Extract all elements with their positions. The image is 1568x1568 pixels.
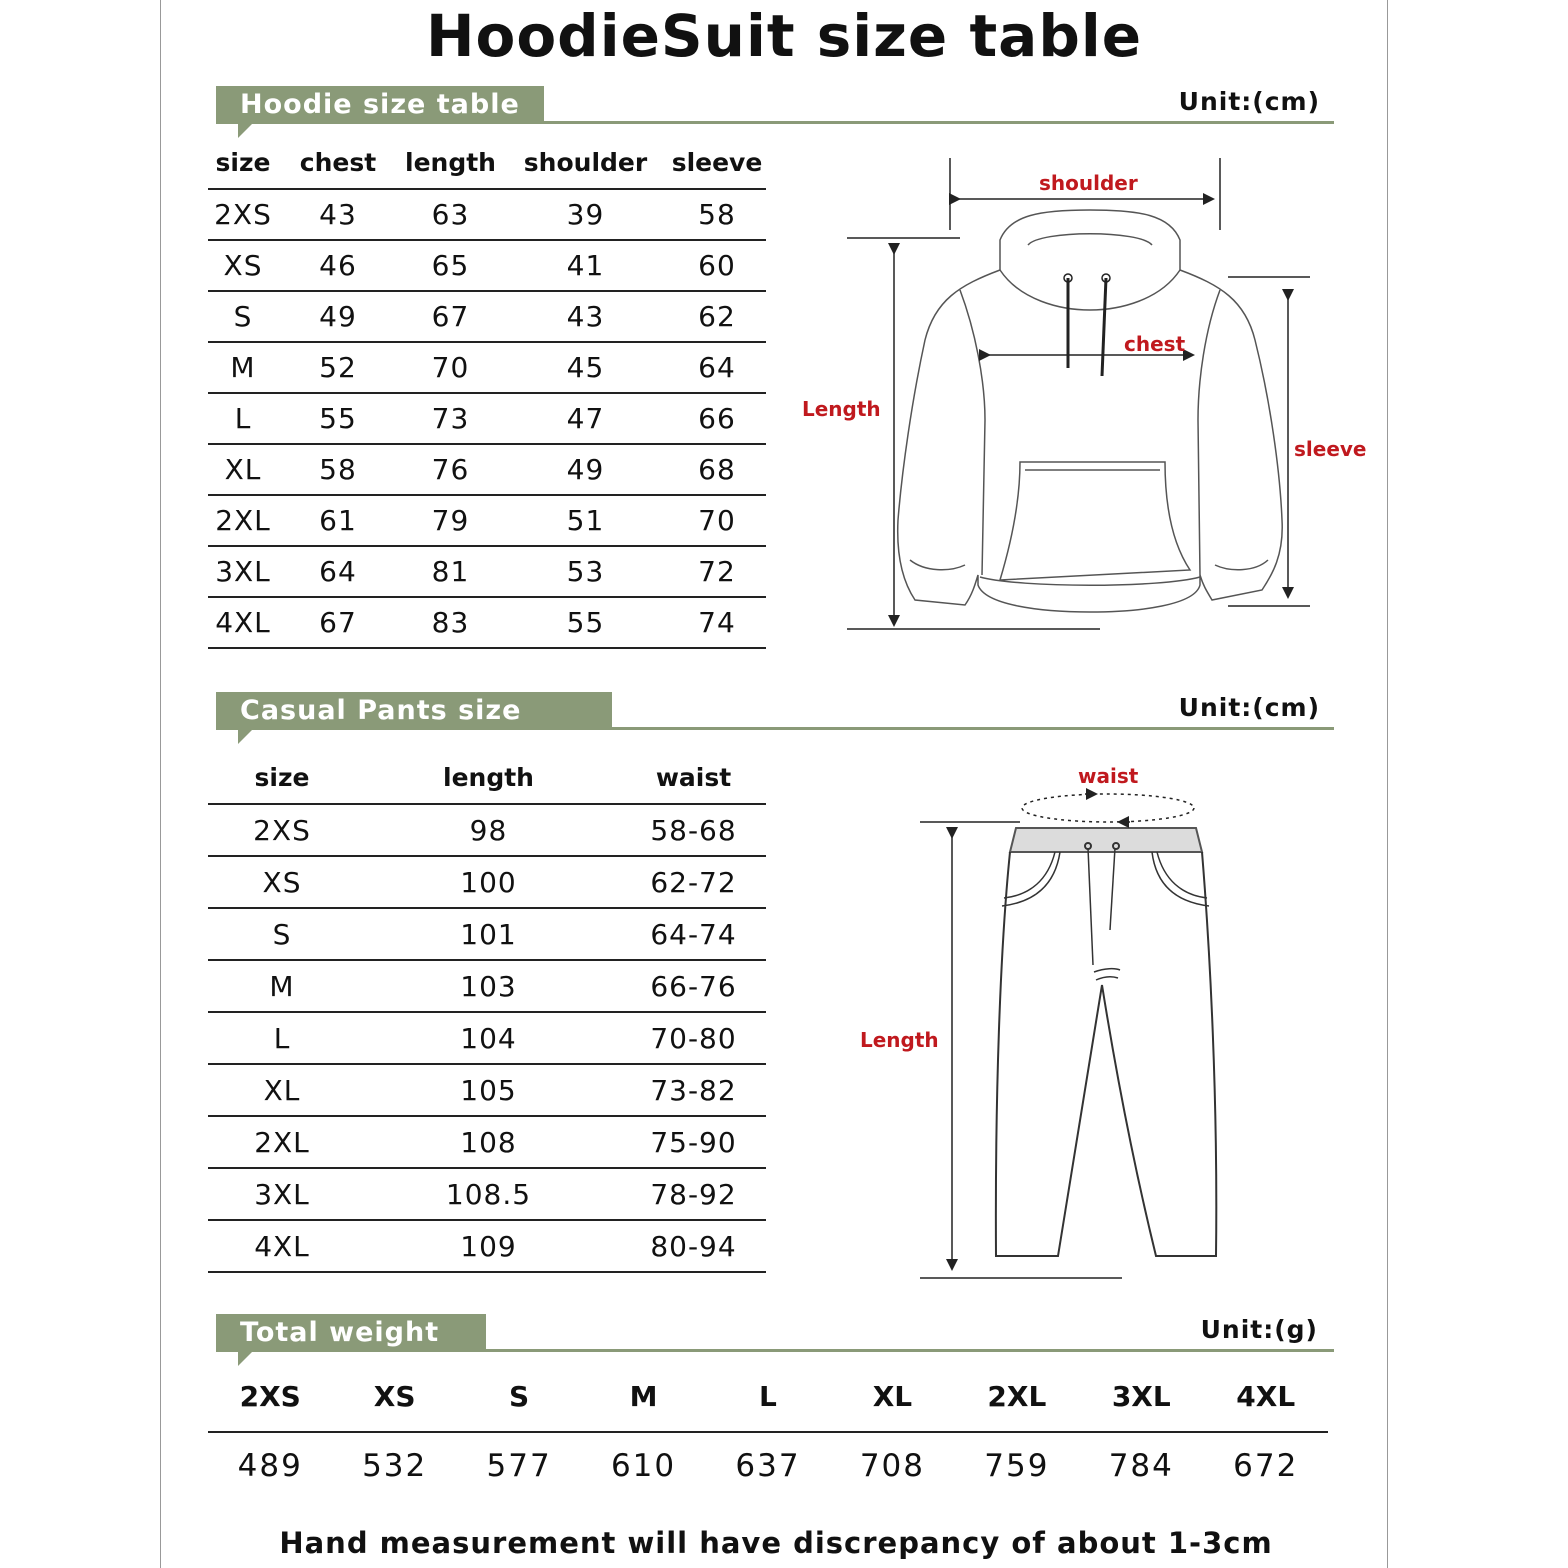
weight-size-label: M — [629, 1380, 658, 1413]
table-cell: 64 — [278, 546, 398, 597]
weight-unit: Unit:(g) — [1200, 1315, 1318, 1344]
table-cell: 66-76 — [621, 960, 766, 1012]
table-cell: 104 — [356, 1012, 621, 1064]
table-cell: 58-68 — [621, 804, 766, 856]
hoodie-section-tag: Hoodie size table — [216, 86, 544, 124]
table-cell: 58 — [278, 444, 398, 495]
weight-size-label: 2XL — [987, 1380, 1047, 1413]
table-cell: 81 — [398, 546, 503, 597]
pants-header-cell: size — [208, 751, 356, 804]
table-cell: M — [208, 960, 356, 1012]
table-cell: 70 — [398, 342, 503, 393]
table-cell: M — [208, 342, 278, 393]
table-cell: 73 — [398, 393, 503, 444]
table-cell: 109 — [356, 1220, 621, 1272]
table-cell: 70-80 — [621, 1012, 766, 1064]
table-cell: 49 — [503, 444, 668, 495]
table-cell: 55 — [503, 597, 668, 648]
table-cell: 4XL — [208, 597, 278, 648]
table-cell: XS — [208, 856, 356, 908]
table-cell: 98 — [356, 804, 621, 856]
weight-size-label: XL — [872, 1380, 913, 1413]
hoodie-measure-lines — [847, 158, 1310, 629]
pants-header-cell: waist — [621, 751, 766, 804]
pants-header-cell: length — [356, 751, 621, 804]
table-cell: 73-82 — [621, 1064, 766, 1116]
table-cell: 4XL — [208, 1220, 356, 1272]
pants-illustration — [996, 828, 1216, 1256]
pants-label-length: Length — [860, 1028, 939, 1052]
table-cell: 3XL — [208, 546, 278, 597]
weight-size-label: 2XS — [239, 1380, 301, 1413]
table-cell: 45 — [503, 342, 668, 393]
table-cell: L — [208, 1012, 356, 1064]
weight-value: 637 — [735, 1448, 801, 1484]
weight-value: 708 — [859, 1448, 925, 1484]
table-cell: 100 — [356, 856, 621, 908]
table-cell: 64-74 — [621, 908, 766, 960]
hoodie-header-cell: sleeve — [668, 136, 766, 189]
table-cell: 41 — [503, 240, 668, 291]
hoodie-label-length: Length — [802, 397, 881, 421]
table-cell: 67 — [278, 597, 398, 648]
weight-size-label: 3XL — [1111, 1380, 1171, 1413]
table-cell: S — [208, 908, 356, 960]
table-cell: 108 — [356, 1116, 621, 1168]
table-cell: 62-72 — [621, 856, 766, 908]
weight-size-label: L — [759, 1380, 777, 1413]
table-cell: 2XL — [208, 1116, 356, 1168]
weight-value: 577 — [486, 1448, 552, 1484]
pants-unit: Unit:(cm) — [1178, 693, 1320, 722]
hoodie-header-cell: size — [208, 136, 278, 189]
table-cell: 61 — [278, 495, 398, 546]
hoodie-illustration — [898, 210, 1283, 612]
table-cell: 47 — [503, 393, 668, 444]
weight-value: 672 — [1233, 1448, 1299, 1484]
hoodie-label-sleeve: sleeve — [1294, 437, 1367, 461]
weight-value: 489 — [237, 1448, 303, 1484]
table-cell: 60 — [668, 240, 766, 291]
table-cell: 80-94 — [621, 1220, 766, 1272]
weight-value: 610 — [610, 1448, 677, 1484]
table-cell: XL — [208, 444, 278, 495]
table-cell: 3XL — [208, 1168, 356, 1220]
table-cell: 83 — [398, 597, 503, 648]
table-cell: 64 — [668, 342, 766, 393]
table-cell: 52 — [278, 342, 398, 393]
table-cell: 66 — [668, 393, 766, 444]
table-cell: 2XS — [208, 189, 278, 240]
weight-section-tag: Total weight — [216, 1314, 486, 1352]
hoodie-header-cell: length — [398, 136, 503, 189]
weight-size-label: XS — [373, 1380, 416, 1413]
hoodie-label-shoulder: shoulder — [1039, 171, 1138, 195]
table-cell: 46 — [278, 240, 398, 291]
table-cell: 2XS — [208, 804, 356, 856]
table-cell: 74 — [668, 597, 766, 648]
table-cell: 55 — [278, 393, 398, 444]
hoodie-header-cell: chest — [278, 136, 398, 189]
table-cell: 76 — [398, 444, 503, 495]
table-cell: 103 — [356, 960, 621, 1012]
table-cell: 105 — [356, 1064, 621, 1116]
table-cell: 65 — [398, 240, 503, 291]
table-cell: S — [208, 291, 278, 342]
footer-note: Hand measurement will have discrepancy of about 1-3cm — [279, 1526, 1273, 1560]
table-cell: XS — [208, 240, 278, 291]
table-cell: 51 — [503, 495, 668, 546]
table-cell: 43 — [503, 291, 668, 342]
hoodie-header-cell: shoulder — [503, 136, 668, 189]
table-cell: 78-92 — [621, 1168, 766, 1220]
table-cell: 63 — [398, 189, 503, 240]
table-cell: 58 — [668, 189, 766, 240]
table-cell: 70 — [668, 495, 766, 546]
page-title: HoodieSuit size table — [425, 2, 1143, 70]
table-cell: 43 — [278, 189, 398, 240]
table-cell: 2XL — [208, 495, 278, 546]
pants-label-waist: waist — [1078, 764, 1139, 788]
table-cell: 68 — [668, 444, 766, 495]
table-cell: 108.5 — [356, 1168, 621, 1220]
pants-section-tag: Casual Pants size table — [216, 692, 612, 730]
weight-size-label: 4XL — [1236, 1380, 1296, 1413]
table-cell: 62 — [668, 291, 766, 342]
table-cell: 39 — [503, 189, 668, 240]
table-cell: 53 — [503, 546, 668, 597]
weight-size-label: S — [509, 1380, 530, 1413]
weight-value: 784 — [1108, 1448, 1174, 1484]
table-cell: 75-90 — [621, 1116, 766, 1168]
table-cell: 49 — [278, 291, 398, 342]
weight-value: 759 — [984, 1448, 1050, 1484]
hoodie-unit: Unit:(cm) — [1178, 87, 1320, 116]
table-cell: L — [208, 393, 278, 444]
weight-value: 532 — [362, 1448, 428, 1484]
table-cell: 72 — [668, 546, 766, 597]
table-cell: 101 — [356, 908, 621, 960]
table-cell: XL — [208, 1064, 356, 1116]
hoodie-label-chest: chest — [1124, 332, 1186, 356]
table-cell: 67 — [398, 291, 503, 342]
table-cell: 79 — [398, 495, 503, 546]
